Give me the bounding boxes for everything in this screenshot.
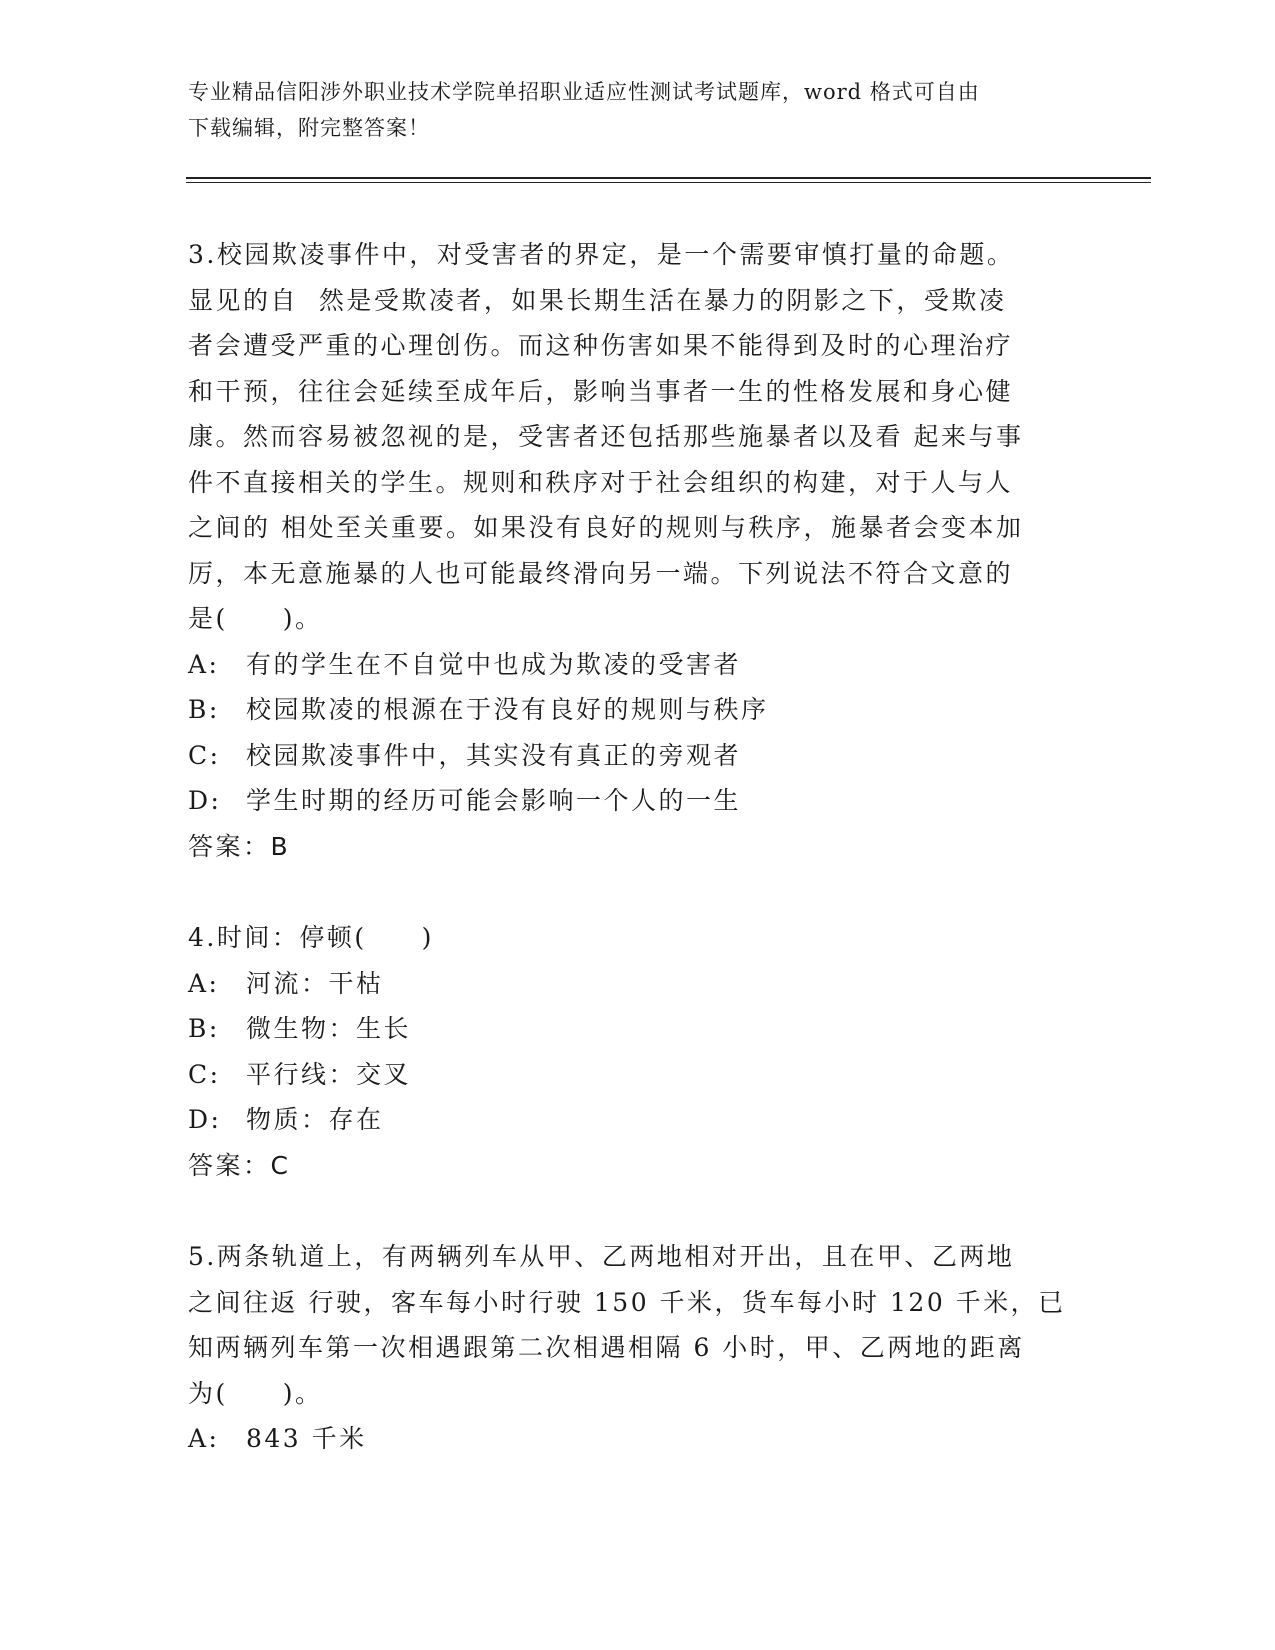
stem-line: 为( )。	[188, 1378, 323, 1408]
option-text: 有的学生在不自觉中也成为欺凌的受害者	[246, 649, 742, 679]
option-text: 物质：存在	[246, 1105, 384, 1134]
document-header	[188, 74, 1068, 146]
option-letter: A:	[188, 1424, 220, 1453]
stem-line: 和干预，往往会延续至成年后，影响当事者一生的性格发展和身心健	[188, 376, 1014, 406]
question-stem	[188, 915, 1068, 961]
header-rule-thick	[186, 177, 1151, 179]
stem-line: 显见的自 然是受欺凌者，如果长期生活在暴力的阴影之下，受欺凌	[188, 285, 1007, 315]
stem-line: 知两辆列车第一次相遇跟第二次相遇相隔 6 小时，甲、乙两地的距离	[188, 1333, 1025, 1362]
answer-label: 答案：B	[188, 831, 291, 861]
question-3	[188, 232, 1068, 869]
option-text: 平行线：交叉	[246, 1059, 412, 1089]
stem-line: 件不直接相关的学生。规则和秩序对于社会组织的构建，对于人与人	[188, 467, 1014, 497]
header-line-1: 专业精品信阳涉外职业技术学院单招职业适应性测试考试题库，word 格式可自由	[188, 80, 980, 104]
option-letter: A:	[188, 968, 220, 998]
option-d	[188, 1097, 1068, 1143]
stem-line: 4.时间：停顿( )	[188, 923, 434, 952]
option-letter: A:	[188, 649, 220, 679]
option-letter: C:	[188, 740, 221, 770]
option-text: 843 千米	[246, 1424, 367, 1453]
option-letter: B:	[188, 1014, 220, 1043]
question-4	[188, 915, 1068, 1188]
option-text: 河流：干枯	[246, 968, 384, 998]
answer-label: 答案：C	[188, 1150, 291, 1180]
option-letter: D:	[188, 786, 222, 815]
option-a	[188, 961, 1068, 1007]
stem-line: 康。然而容易被忽视的是，受害者还包括那些施暴者以及看 起来与事	[188, 422, 1024, 451]
question-5	[188, 1234, 1068, 1462]
option-b	[188, 1006, 1068, 1052]
stem-line: 是( )。	[188, 604, 323, 633]
option-a	[188, 1416, 1068, 1462]
option-text: 校园欺凌事件中，其实没有真正的旁观者	[246, 740, 742, 770]
question-list	[188, 232, 1068, 1508]
option-letter: D:	[188, 1105, 222, 1134]
stem-line: 厉，本无意施暴的人也可能最终滑向另一端。下列说法不符合文意的	[188, 558, 1014, 588]
stem-line: 5.两条轨道上，有两辆列车从甲、乙两地相对开出，且在甲、乙两地	[188, 1242, 1015, 1271]
option-text: 学生时期的经历可能会影响一个人的一生	[246, 786, 742, 815]
option-d	[188, 778, 1068, 824]
option-a	[188, 642, 1068, 688]
option-letter: C:	[188, 1059, 221, 1089]
header-rule-thin	[186, 182, 1151, 183]
option-text: 微生物：生长	[246, 1014, 412, 1043]
option-b	[188, 687, 1068, 733]
header-line-2: 下载编辑，附完整答案！	[188, 116, 430, 140]
option-c	[188, 1052, 1068, 1098]
stem-line: 者会遭受严重的心理创伤。而这种伤害如果不能得到及时的心理治疗	[188, 331, 1014, 360]
stem-line: 之间的 相处至关重要。如果没有良好的规则与秩序，施暴者会变本加	[188, 513, 1024, 542]
option-text: 校园欺凌的根源在于没有良好的规则与秩序	[246, 695, 769, 724]
option-letter: B:	[188, 695, 220, 724]
option-c	[188, 733, 1068, 779]
question-stem	[188, 232, 1068, 642]
stem-line: 3.校园欺凌事件中，对受害者的界定，是一个需要审慎打量的命题。	[188, 240, 1015, 269]
question-stem	[188, 1234, 1068, 1416]
stem-line: 之间往返 行驶，客车每小时行驶 150 千米，货车每小时 120 千米，已	[188, 1287, 1066, 1317]
